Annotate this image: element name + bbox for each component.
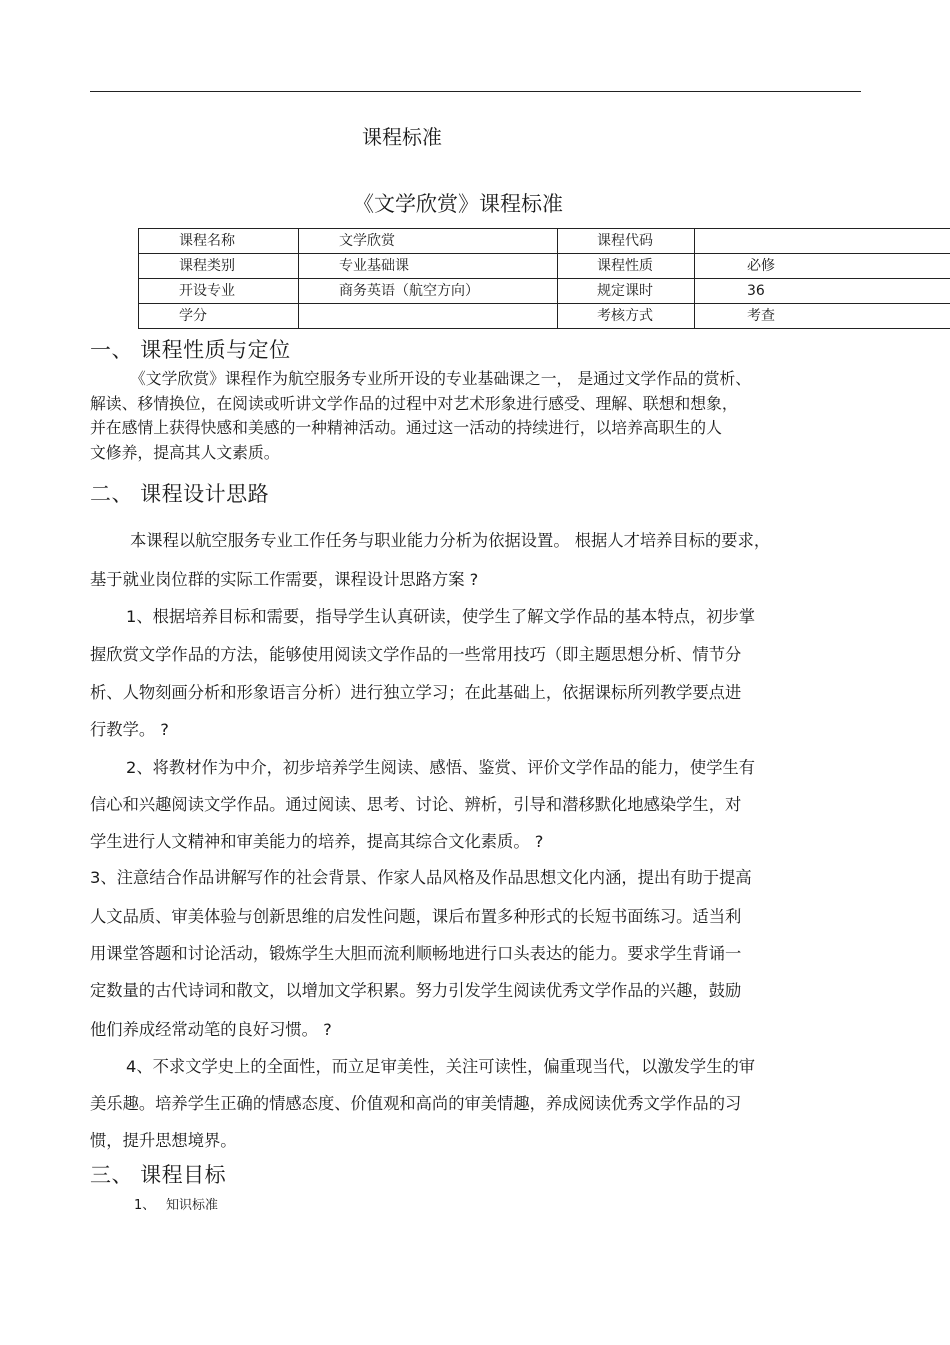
table-cell: 36 (695, 279, 950, 304)
s2-line: 信心和兴趣阅读文学作品。通过阅读、思考、讨论、辨析，引导和潜移默化地感染学生，对 (90, 795, 742, 814)
s2-line: 4、不求文学史上的全面性，而立足审美性，关注可读性，偏重现当代，以激发学生的审 (126, 1057, 756, 1076)
s2-line: 基于就业岗位群的实际工作需要，课程设计思路方案 ? (90, 570, 479, 589)
s2-line: 2、将教材作为中介，初步培养学生阅读、感悟、鉴赏、评价文学作品的能力，使学生有 (126, 758, 756, 777)
s2-line: 行教学。 ? (90, 720, 169, 739)
s2-line: 人文品质、审美体验与创新思维的启发性问题，课后布置多种形式的长短书面练习。适当利 (90, 907, 742, 926)
table-cell: 专业基础课 (299, 254, 558, 279)
s1-line: 解读、移情换位，在阅读或听讲文学作品的过程中对艺术形象进行感受、理解、联想和想象， (90, 394, 738, 413)
table-row (139, 254, 950, 279)
table-cell: 课程性质 (558, 254, 695, 279)
s2-line: 1、根据培养目标和需要，指导学生认真研读，使学生了解文学作品的基本特点，初步掌 (126, 607, 756, 626)
s1-line: 文修养，提高其人文素质。 (90, 443, 280, 462)
s1-line: 《文学欣赏》课程作为航空服务专业所开设的专业基础课之一， 是通过文学作品的赏析、 (130, 369, 752, 388)
header-rule (90, 91, 861, 92)
s2-line: 3、注意结合作品讲解写作的社会背景、作家人品风格及作品思想文化内涵，提出有助于提高 (90, 868, 752, 887)
course-info-table (138, 228, 950, 329)
table-cell: 课程代码 (558, 229, 695, 254)
s2-line: 握欣赏文学作品的方法，能够使用阅读文学作品的一些常用技巧（即主题思想分析、情节分 (90, 645, 742, 664)
s2-line: 用课堂答题和讨论活动，锻炼学生大胆而流利顺畅地进行口头表达的能力。要求学生背诵一 (90, 944, 742, 963)
s2-line: 本课程以航空服务专业工作任务与职业能力分析为依据设置。 根据人才培养目标的要求， (130, 531, 771, 550)
s2-line: 学生进行人文精神和审美能力的培养，提高其综合文化素质。 ? (90, 832, 544, 851)
s2-line: 惯，提升思想境界。 (90, 1131, 237, 1150)
table-cell: 开设专业 (139, 279, 299, 304)
s2-line: 析、人物刻画分析和形象语言分析）进行独立学习；在此基础上，依据课标所列教学要点进 (90, 683, 742, 702)
table-row (139, 304, 950, 329)
section-3-heading: 三、 课程目标 (90, 1163, 227, 1187)
s1-line: 并在感情上获得快感和美感的一种精神活动。通过这一活动的持续进行，以培养高职生的人 (90, 418, 722, 437)
s2-line: 他们养成经常动笔的良好习惯。 ? (90, 1020, 332, 1039)
s3-sub-label: 知识标准 (166, 1198, 219, 1213)
table-row (139, 229, 950, 254)
doc-header: 课程标准 (362, 125, 442, 149)
table-cell: 考查 (695, 304, 950, 329)
table-cell: 必修 (695, 254, 950, 279)
table-cell: 文学欣赏 (299, 229, 558, 254)
table-cell (299, 304, 558, 329)
table-cell (695, 229, 950, 254)
table-cell: 规定课时 (558, 279, 695, 304)
section-1-heading: 一、 课程性质与定位 (90, 338, 291, 362)
s3-sub-number: 1、 (134, 1198, 156, 1213)
table-cell: 课程名称 (139, 229, 299, 254)
table-cell: 商务英语（航空方向） (299, 279, 558, 304)
table-cell: 考核方式 (558, 304, 695, 329)
table-cell: 课程类别 (139, 254, 299, 279)
doc-title: 《文学欣赏》课程标准 (353, 192, 563, 216)
s2-line: 美乐趣。培养学生正确的情感态度、价值观和高尚的审美情趣，养成阅读优秀文学作品的习 (90, 1094, 742, 1113)
table-row (139, 279, 950, 304)
table-cell: 学分 (139, 304, 299, 329)
section-2-heading: 二、 课程设计思路 (90, 482, 270, 506)
s2-line: 定数量的古代诗词和散文，以增加文学积累。努力引发学生阅读优秀文学作品的兴趣，鼓励 (90, 981, 742, 1000)
